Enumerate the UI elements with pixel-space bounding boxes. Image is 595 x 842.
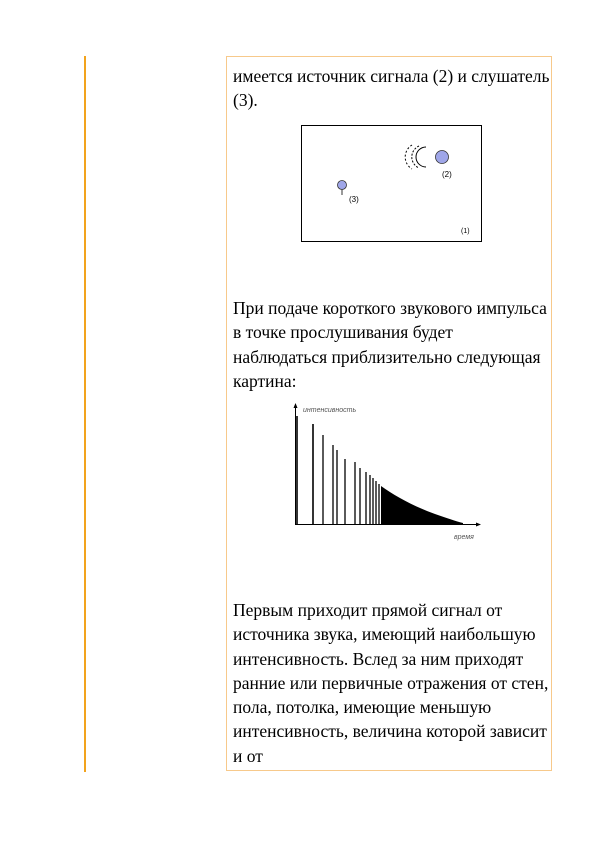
sound-source-icon xyxy=(436,151,449,164)
x-axis-label: время xyxy=(454,534,474,541)
x-axis-arrow xyxy=(476,523,481,527)
source-label: (2) xyxy=(442,170,452,179)
y-axis-label: интенсивность xyxy=(303,407,357,414)
y-axis-arrow xyxy=(294,403,298,408)
reverb-tail xyxy=(381,486,463,524)
room-label: (1) xyxy=(461,228,470,235)
paragraph-direct-signal: Первым приходит прямой сигнал от источника звука, имеющий наибольшую интенсивность. Вслед за ним приходят ранние или первичные отражения от стен, пола, потолка, имеющие меньшую интенсивность, величина которой зависит и от xyxy=(233,600,549,766)
impulse-response-chart xyxy=(285,400,490,550)
paragraph-intro: имеется источник сигнала (2) и слушатель (3). xyxy=(233,66,550,111)
listener-label: (3) xyxy=(349,195,359,204)
room-outline xyxy=(302,126,482,242)
impulse-bars xyxy=(297,416,379,524)
margin-rule xyxy=(84,56,86,772)
paragraph-impulse: При подаче короткого звукового импульса в точке прослушивания будет наблюдаться приблизительно следующая картина: xyxy=(233,298,547,391)
room-diagram xyxy=(301,125,482,242)
listener-icon xyxy=(338,181,347,190)
